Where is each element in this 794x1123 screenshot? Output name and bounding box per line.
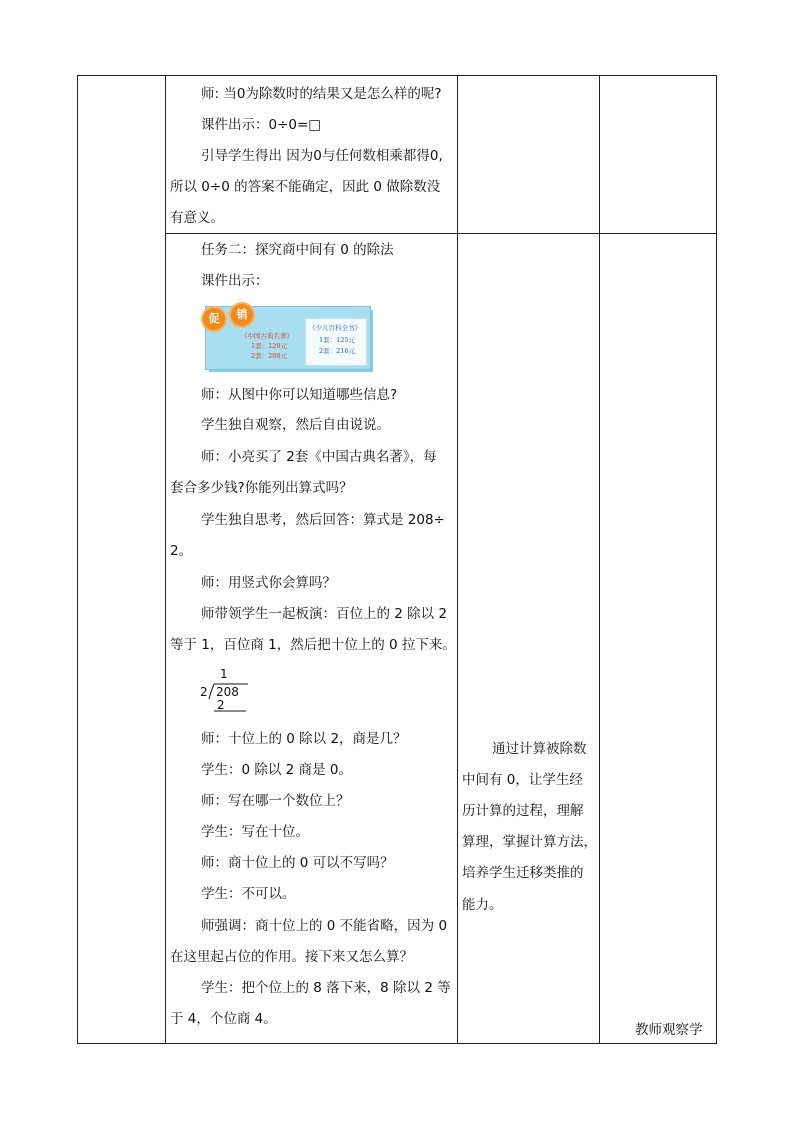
text-line: 学生：不可以。: [201, 886, 296, 902]
design-intent-line: 中间有 0，让学生经: [462, 772, 583, 788]
design-intent-line: 历计算的过程，理解: [462, 803, 584, 819]
text-line: 2。: [170, 543, 193, 559]
text-line: 学生：0 除以 2 商是 0。: [201, 762, 352, 778]
text-line: 在这里起占位的作用。接下来又怎么算？: [170, 949, 413, 965]
text-line: 套合多少钱?你能列出算式吗？: [170, 480, 353, 496]
promo-image: [199, 300, 379, 376]
assessment-text: 教师观察学: [635, 1022, 703, 1038]
promo-book-title: 《中国古典名著》: [241, 332, 293, 340]
promo-price: 2套：208元: [251, 352, 288, 360]
promo-book-title: 《少儿百科全书》: [309, 324, 361, 332]
promo-price: 1套：120元: [251, 342, 288, 350]
design-intent-line: 算理，掌握计算方法，: [462, 834, 597, 850]
text-line: 有意义。: [170, 210, 224, 226]
text-line: 课件出示：: [201, 273, 269, 289]
text-line: 课件出示：0÷0=□: [201, 117, 322, 133]
long-division: [200, 667, 260, 717]
column-divider: [457, 76, 458, 1043]
text-line: 所以 0÷0 的答案不能确定，因此 0 做除数没: [170, 179, 441, 195]
promo-price: 2套：216元: [319, 347, 356, 355]
text-line: 学生：写在十位。: [201, 824, 309, 840]
text-line: 师：写在哪一个数位上？: [201, 793, 350, 809]
text-line: 师: 当0为除数时的结果又是怎么样的呢?: [201, 86, 442, 102]
text-line: 师：商十位上的 0 可以不写吗？: [201, 855, 394, 871]
text-line: 等于 1，百位商 1，然后把十位上的 0 拉下来。: [170, 637, 456, 653]
text-line: 学生独自观察，然后自由说说。: [201, 417, 390, 433]
promo-badge: 促: [203, 308, 225, 330]
division-dividend: 208: [216, 685, 239, 699]
division-product: 2: [217, 698, 225, 712]
text-line: 师强调：商十位上的 0 不能省略，因为 0: [201, 918, 448, 934]
column-divider: [165, 76, 166, 1043]
promo-price: 1套：125元: [319, 336, 356, 344]
task-heading: 任务二：探究商中间有 0 的除法: [201, 242, 394, 258]
text-line: 学生独自思考，然后回答：算式是 208÷: [201, 512, 445, 528]
text-line: 师带领学生一起板演：百位上的 2 除以 2: [201, 606, 448, 622]
text-line: 引导学生得出 因为0与任何数相乘都得0,: [201, 148, 443, 164]
design-intent-line: 通过计算被除数: [492, 741, 587, 757]
division-divisor: 2: [200, 685, 208, 699]
design-intent-line: 能力。: [462, 897, 503, 913]
text-line: 学生：把个位上的 8 落下来，8 除以 2 等: [201, 980, 451, 996]
promo-badge: 销: [231, 304, 253, 326]
text-line: 师：十位上的 0 除以 2，商是几？: [201, 731, 407, 747]
column-divider: [599, 76, 600, 1043]
design-intent-line: 培养学生迁移类推的: [462, 865, 584, 881]
text-line: 师：用竖式你会算吗？: [201, 575, 336, 591]
text-line: 师：小亮买了 2套《中国古典名著》，每: [201, 449, 437, 465]
text-line: 于 4，个位商 4。: [170, 1011, 277, 1027]
division-quotient: 1: [220, 667, 228, 681]
text-line: 师：从图中你可以知道哪些信息?: [201, 387, 398, 403]
row-divider: [165, 233, 716, 234]
